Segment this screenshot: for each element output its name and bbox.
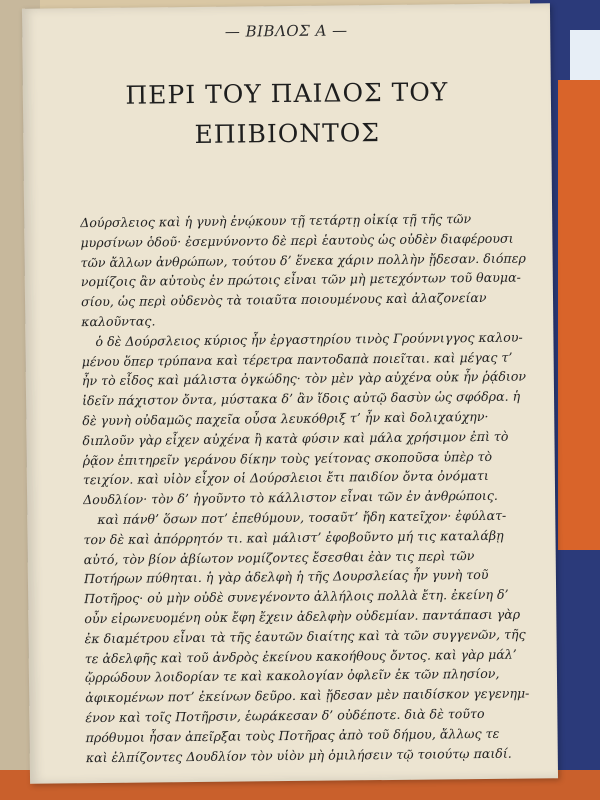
text-line: καὶ ἐλπίζοντες Δουδλίον τὸν υἱὸν μὴ ὁμιλήσειν τῷ τοιούτῳ παιδί. — [85, 745, 512, 765]
text-line: ἀφικομένων ποτ’ ἐκείνων δεῦρο. καὶ ᾔδεσαν μὲν παιδίσκον γεγενημ- — [85, 685, 530, 706]
paragraph-1 — [80, 209, 527, 332]
text-line: τε ἀδελφῆς καὶ τοῦ ἀνδρὸς ἐκείνου κακοήθους ὄντος. καὶ γὰρ μάλ’ — [84, 646, 517, 666]
text-line: ᾤρρώδουν λοιδορίαν τε καὶ κακολογίαν ὀφλεῖν ἐκ τῶν πλησίον, — [84, 666, 500, 686]
text-line: αὐτό, τὸν βίον ἀβίωτον νομίζοντες ἔσεσθαι ἐὰν τις περὶ τῶν — [83, 547, 475, 567]
text-line: μένου ὅπερ τρύπανα καὶ τέρετρα παντοδαπὰ ποιεῖται. καὶ μέγας τ’ — [81, 349, 513, 369]
text-line: ἦν τὸ εἶδος καὶ μάλιστα ὀγκώδης· τὸν μὲν γὰρ αὐχένα οὐκ ἦν ῥᾴδιον — [81, 368, 527, 389]
paragraph-3 — [83, 505, 532, 767]
text-line: νομίζοις ἂν αὐτοὺς ἐν πρώτοις εἶναι τῶν μὴ μετεχόντων τοῦ θαυμα- — [80, 269, 521, 290]
chapter-title-line-2: ΕΠΙΒΙΟΝΤΟΣ — [194, 118, 381, 149]
text-line: Ποτῆρος· οὐ μὴν οὐδὲ συνεγένοντο ἀλλήλοις πολλὰ ἔτη. ἐκείνη δ’ — [84, 586, 509, 607]
text-line: τειχίον. καὶ υἱὸν εἶχον οἱ Δούρσλειοι ἔτι παιδίον ὄντα ὀνόματι — [82, 468, 489, 488]
text-line: καὶ πάνθ’ ὅσων ποτ’ ἐπεθύμουν, τοσαῦτ’ ἤδη κατεῖχον· ἐφύλατ- — [97, 507, 507, 527]
text-line: ῥᾷον ἐπιτηρεῖν γεράνου δίκην τοὺς γείτονας σκοποῦσα ὑπὲρ τὸ — [82, 448, 493, 468]
text-line: οὖν εἰρωνευομένη οὐκ ἔφη ἔχειν ἀδελφὴν οὐδεμίαν. παντάπασι γὰρ — [84, 606, 521, 627]
text-line: ένον καὶ τοῖς Ποτῆρσιν, ἑωράκεσαν δ’ οὐδέποτε. διὰ δὲ τοῦτο — [85, 705, 485, 726]
text-line: σίου, ὡς περὶ οὐδενὸς τὰ τοιαῦτα ποιουμένους καὶ ἀλαζονείαν — [80, 290, 487, 310]
paragraph-2 — [81, 327, 529, 510]
running-head: — ΒΙΒΛΟΣ Α — — [224, 21, 348, 41]
text-line: ὁ δὲ Δούρσλειος κύριος ἦν ἐργαστηρίου τινὸς Γρούννιγγος καλου- — [95, 329, 523, 349]
text-line: ἰδεῖν πάχιστον ὄντα, μύστακα δ’ ἂν ἴδοις αὐτῷ δασὺν ὡς σφόδρα. ἡ — [81, 388, 521, 409]
text-line: δὲ γυνὴ οὐδαμῶς παχεῖα οὖσα λευκόθριξ τ’ ἦν καὶ δολιχαύχην· — [82, 408, 489, 429]
text-line: μυρσίνων ὁδοῦ· ἐσεμνύνοντο δὲ περὶ ἑαυτοὺς ὡς οὐδὲν διαφέρουσι — [80, 230, 514, 250]
text-line: Ποτήρων πύθηται. ἡ γὰρ ἀδελφὴ ἡ τῆς Δουρσλείας ἦν γυνὴ τοῦ — [83, 567, 489, 587]
text-line: ἐκ διαμέτρου εἶναι τὰ τῆς ἑαυτῶν διαίτης καὶ τὰ τῶν συγγενῶν, τῆς — [84, 626, 526, 646]
text-line: καλοῦντας. — [81, 313, 156, 330]
text-line: πρόθυμοι ἦσαν ἀπεῖρξαι τοὺς Ποτῆρας ἀπὸ τοῦ δήμου, ἄλλως τε — [85, 725, 500, 745]
text-line: Δούρσλειος καὶ ἡ γυνὴ ἐνῴκουν τῇ τετάρτῃ οἰκίᾳ τῇ τῆς τῶν — [80, 211, 472, 231]
book-page — [22, 3, 558, 783]
text-line: τον δὲ καὶ ἀπόρρητόν τι. καὶ μάλιστ’ ἐφοβοῦντο μή τις καταλάβῃ — [83, 527, 504, 547]
body-text — [80, 209, 532, 768]
text-line: διπλοῦν γὰρ εἶχεν αὐχένα ἢ κατὰ φύσιν καὶ μάλα χρήσιμον ἐπὶ τὸ — [82, 428, 509, 448]
chapter-title-line-1: ΠΕΡΙ ΤΟΥ ΠΑΙΔΟΣ ΤΟΥ — [125, 77, 449, 110]
background-orange-object — [558, 80, 600, 550]
text-line: Δουδλίον· τὸν δ’ ἡγοῦντο τὸ κάλλιστον εἶναι τῶν ἐν ἀνθρώποις. — [83, 487, 498, 508]
chapter-title — [23, 71, 552, 157]
text-line: τῶν ἄλλων ἀνθρώπων, τούτου δ’ ἕνεκα χάριν πολλὴν ᾔδεσαν. διόπερ — [80, 250, 526, 270]
